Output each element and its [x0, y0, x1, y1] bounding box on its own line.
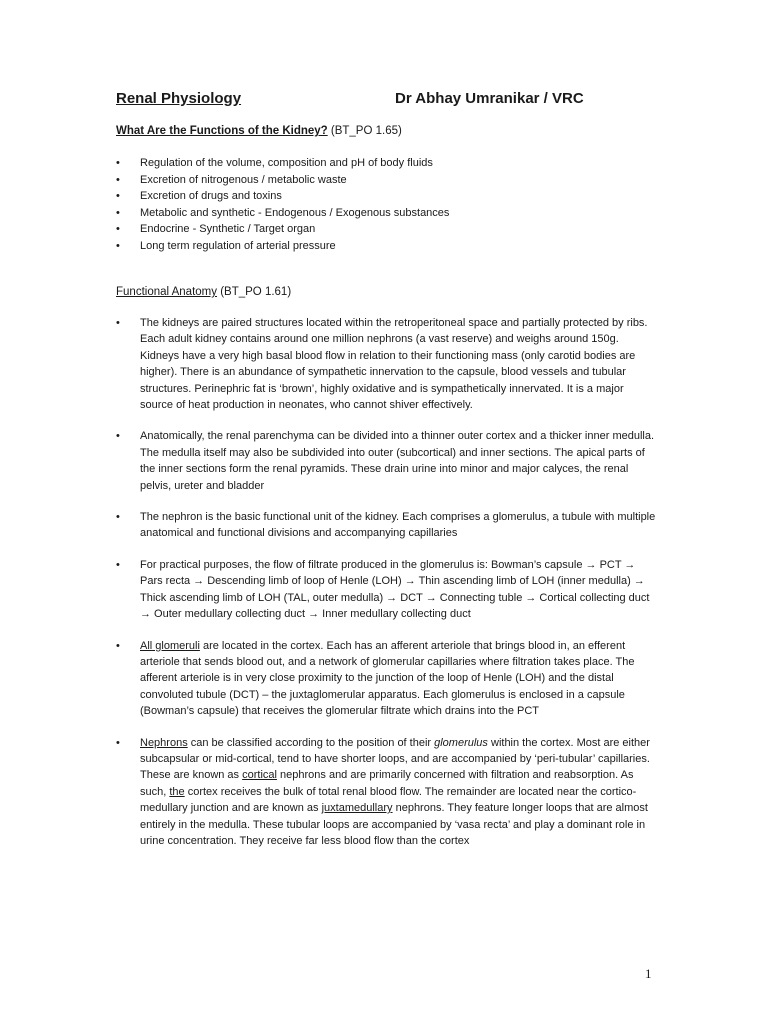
bullet-icon: •	[116, 223, 120, 236]
list-item-text: Excretion of nitrogenous / metabolic waste	[140, 173, 347, 186]
bullet-icon: •	[116, 206, 120, 219]
list-item-text: nephrons. They feature longer loops that are almost entirely in the medulla. These tubular loops are accompanied by ‘vasa recta’ and play a dominant role in urine concentration. They receive far less blood flow than the cortex	[140, 802, 648, 847]
list-item	[116, 172, 656, 189]
underlined-term: Nephrons	[140, 736, 188, 749]
bullet-icon: •	[116, 639, 120, 652]
page-number: 1	[645, 966, 652, 981]
bullet-icon: •	[116, 317, 120, 329]
list-item	[116, 315, 656, 413]
anatomy-heading-text: Functional Anatomy	[116, 286, 218, 298]
bullet-icon: •	[116, 173, 120, 186]
italic-term: glomerulus	[434, 736, 488, 749]
list-item-text: cortex receives the bulk of total renal blood flow. The remainder are located near the cortico-medullary junction and are known as	[140, 785, 637, 815]
anatomy-heading-ref: (BT_PO 1.61)	[217, 286, 292, 298]
list-item-text: can be classified according to the position of their	[187, 736, 435, 749]
list-item	[116, 638, 656, 720]
bullet-icon: •	[116, 157, 120, 169]
list-item	[116, 238, 656, 255]
anatomy-heading	[116, 284, 291, 300]
list-item-text: Endocrine - Synthetic / Target organ	[140, 223, 316, 236]
list-item-text: Long term regulation of arterial pressure	[140, 239, 336, 252]
list-item-text: are located in the cortex. Each has an afferent arteriole that brings blood in, an efferent arteriole that sends blood out, and a network of glomerular capillaries where filtration takes place. The afferent arteriole is in very close proximity to the junction of the loop of Henle (LOH) and the distal convoluted tubule (DCT) – the juxtaglomerular apparatus. Each glomerulus is enclosed in a capsule (Bowman’s capsule) that receives the glomerular filtrate which drains into the PCT	[140, 639, 635, 718]
list-item-text: The kidneys are paired structures located within the retroperitoneal space and partially protected by ribs. Each adult kidney contains around one million nephrons (a vast reserve) and weighs around 150g. Kidneys have a very high basal blood flow in relation to their functioning mass (only carotid bodies are higher). There is an abundance of sympathetic innervation to the capsule, blood vessels and tubular structures. Perinephric fat is ‘brown’, highly oxidative and is sympathetically innervated. It is a major source of heat production in neonates, who cannot shiver effectively.	[140, 317, 648, 412]
underlined-term: the	[169, 785, 185, 798]
list-item	[116, 735, 656, 850]
list-item	[116, 155, 656, 172]
list-item	[116, 509, 656, 542]
bullet-icon: •	[116, 511, 120, 524]
list-item	[116, 221, 656, 238]
underlined-term: All glomeruli	[140, 639, 200, 652]
underlined-term: juxtamedullary	[321, 802, 393, 815]
list-item	[116, 205, 656, 222]
bullet-icon: •	[116, 558, 120, 571]
title-row	[116, 89, 676, 109]
document-title: Renal Physiology	[116, 90, 242, 107]
list-item-text: Regulation of the volume, composition and pH of body fluids	[140, 157, 433, 169]
anatomy-list	[116, 315, 656, 864]
bullet-icon: •	[116, 736, 120, 749]
list-item-text: Anatomically, the renal parenchyma can be divided into a thinner outer cortex and a thicker inner medulla. The medulla itself may also be subdivided into outer (subcortical) and inner sections. The apical parts of the inner sections form the renal pyramids. These drain urine into minor and major calyces, the renal pelvis, ureter and bladder	[140, 430, 655, 492]
bullet-icon: •	[116, 430, 120, 443]
functions-heading	[116, 123, 402, 139]
list-item-text: The nephron is the basic functional unit of the kidney. Each comprises a glomerulus, a tubule with multiple anatomical and functional divisions and accompanying capillaries	[140, 511, 656, 540]
bullet-icon: •	[116, 190, 120, 203]
list-item	[116, 557, 656, 623]
list-item-text: Excretion of drugs and toxins	[140, 190, 282, 203]
list-item-text: Metabolic and synthetic - Endogenous / Exogenous substances	[140, 206, 450, 219]
list-item-text: nephrons and are primarily concerned with filtration and reabsorption. As such,	[140, 769, 634, 798]
list-item-text: For practical purposes, the flow of filtrate produced in the glomerulus is: Bowman’s capsule → PCT → Pars recta → Descending limb of loop of Henle (LOH) → Thin ascending limb of LOH (inner medulla) → Thick ascending limb of LOH (TAL, outer medulla) → DCT → Connecting tuble → Cortical collecting duct → Outer medullary collecting duct → Inner medullary collecting duct	[140, 558, 650, 621]
list-item	[116, 428, 656, 494]
underlined-term: cortical	[242, 769, 277, 782]
functions-list	[116, 155, 656, 255]
list-item-text: within the cortex. Most are either subcapsular or mid-cortical, tend to have shorter loops, and are accompanied by ‘peri-tubular’ capillaries. These are known as	[140, 736, 650, 782]
bullet-icon: •	[116, 239, 120, 252]
functions-heading-ref: (BT_PO 1.65)	[327, 125, 402, 137]
list-item	[116, 188, 656, 205]
document-author: Dr Abhay Umranikar / VRC	[395, 90, 584, 107]
functions-heading-text: What Are the Functions of the Kidney?	[116, 125, 328, 137]
